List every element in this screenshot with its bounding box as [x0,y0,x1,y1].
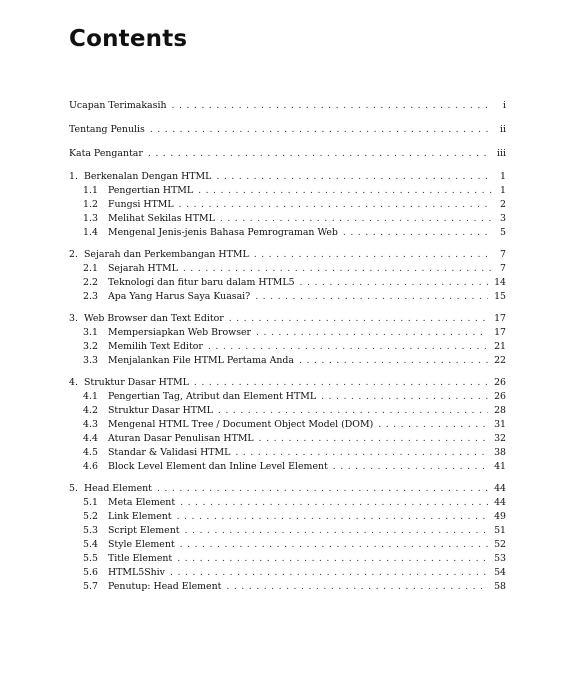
entry-title: Apa Yang Harus Saya Kuasai? [108,291,251,302]
entry-number: 1.3 [83,213,98,224]
entry-page-number: 32 [494,433,506,444]
entry-page-number: 52 [494,539,506,550]
entry-page-number: ii [500,124,506,135]
toc-chapter-entry[interactable] [69,482,506,496]
toc-section-entry[interactable] [69,354,506,368]
toc-section-entry[interactable] [69,524,506,538]
toc-front-entry[interactable] [69,99,506,113]
entry-number: 5.6 [83,567,98,578]
entry-title: HTML5Shiv [108,567,165,578]
chapter-group [69,312,506,368]
dot-leader [180,496,488,510]
dot-leader [218,404,488,418]
entry-page-number: 44 [494,497,506,508]
entry-page-number: 15 [494,291,506,302]
entry-number: 3.1 [83,327,98,338]
entry-page-number: 17 [494,327,506,338]
entry-number: 5.5 [83,553,98,564]
entry-title: Mengenal Jenis-jenis Bahasa Pemrograman Web [108,227,338,238]
entry-number: 2.1 [83,263,98,274]
entry-title: Block Level Element dan Inline Level Element [108,461,328,472]
toc-section-entry[interactable] [69,538,506,552]
entry-number: 1.1 [83,185,98,196]
toc-section-entry[interactable] [69,496,506,510]
dot-leader [179,198,492,212]
dot-leader [177,552,488,566]
entry-page-number: 53 [494,553,506,564]
entry-number: 4.5 [83,447,98,458]
entry-number: 5.2 [83,511,98,522]
toc-section-entry[interactable] [69,212,506,226]
entry-number: 5.3 [83,525,98,536]
entry-page-number: 38 [494,447,506,458]
entry-title: Teknologi dan fitur baru dalam HTML5 [108,277,295,288]
entry-page-number: 26 [494,377,506,388]
toc-section-entry[interactable] [69,226,506,240]
entry-page-number: 58 [494,581,506,592]
toc-section-entry[interactable] [69,552,506,566]
entry-title: Melihat Sekilas HTML [108,213,215,224]
entry-title: Berkenalan Dengan HTML [84,171,212,182]
dot-leader [299,354,488,368]
entry-page-number: 7 [500,249,506,260]
toc-section-entry[interactable] [69,446,506,460]
entry-title: Web Browser dan Text Editor [84,313,224,324]
toc-chapter-entry[interactable] [69,312,506,326]
toc-chapter-entry[interactable] [69,376,506,390]
entry-page-number: 22 [494,355,506,366]
entry-title: Style Element [108,539,175,550]
entry-page-number: 54 [494,567,506,578]
entry-page-number: 49 [494,511,506,522]
entry-number: 2.2 [83,277,98,288]
toc-section-entry[interactable] [69,510,506,524]
entry-page-number: 3 [500,213,506,224]
entry-title: Struktur Dasar HTML [84,377,189,388]
dot-leader [172,99,493,113]
dot-leader [220,212,492,226]
entry-title: Penutup: Head Element [108,581,222,592]
front-matter-list [69,99,506,161]
dot-leader [180,538,488,552]
entry-page-number: 21 [494,341,506,352]
entry-number: 5. [69,483,78,494]
table-of-contents [69,99,506,602]
entry-title: Aturan Dasar Penulisan HTML [108,433,254,444]
dot-leader [150,123,492,137]
dot-leader [198,184,492,198]
page-title: Contents [69,26,188,52]
dot-leader [157,482,488,496]
entry-title: Head Element [84,483,152,494]
toc-front-entry[interactable] [69,147,506,161]
entry-page-number: 2 [500,199,506,210]
entry-page-number: 31 [494,419,506,430]
dot-leader [177,510,489,524]
dot-leader [321,390,488,404]
dot-leader [343,226,492,240]
entry-page-number: 51 [494,525,506,536]
entry-title: Sejarah HTML [108,263,178,274]
dot-leader [255,290,488,304]
entry-title: Meta Element [108,497,176,508]
entry-title: Sejarah dan Perkembangan HTML [84,249,249,260]
dot-leader [216,170,492,184]
entry-page-number: 7 [500,263,506,274]
entry-number: 3.2 [83,341,98,352]
toc-section-entry[interactable] [69,326,506,340]
chapter-list [69,170,506,594]
entry-title: Mempersiapkan Web Browser [108,327,252,338]
entry-number: 1.4 [83,227,98,238]
dot-leader [170,566,488,580]
chapter-group [69,170,506,240]
entry-number: 4.1 [83,391,98,402]
toc-section-entry[interactable] [69,580,506,594]
entry-number: 5.4 [83,539,98,550]
dot-leader [254,248,492,262]
toc-section-entry[interactable] [69,198,506,212]
entry-page-number: 17 [494,313,506,324]
entry-page-number: 41 [494,461,506,472]
entry-page-number: 1 [500,185,506,196]
chapter-group [69,248,506,304]
toc-section-entry[interactable] [69,404,506,418]
entry-page-number: 1 [500,171,506,182]
toc-section-entry[interactable] [69,340,506,354]
entry-title: Fungsi HTML [108,199,174,210]
entry-page-number: 28 [494,405,506,416]
entry-title: Kata Pengantar [69,148,143,159]
toc-section-entry[interactable] [69,418,506,432]
toc-section-entry[interactable] [69,290,506,304]
dot-leader [235,446,488,460]
entry-title: Tentang Penulis [69,124,145,135]
entry-title: Menjalankan File HTML Pertama Anda [108,355,294,366]
entry-page-number: 26 [494,391,506,402]
entry-number: 5.1 [83,497,98,508]
entry-title: Pengertian Tag, Atribut dan Element HTML [108,391,317,402]
entry-number: 2. [69,249,78,260]
dot-leader [256,326,488,340]
entry-title: Pengertian HTML [108,185,194,196]
dot-leader [229,312,488,326]
toc-section-entry[interactable] [69,184,506,198]
entry-page-number: iii [497,148,506,159]
entry-page-number: 14 [494,277,506,288]
dot-leader [208,340,488,354]
entry-number: 4.6 [83,461,98,472]
toc-section-entry[interactable] [69,432,506,446]
chapter-group [69,376,506,474]
dot-leader [378,418,488,432]
entry-title: Ucapan Terimakasih [69,100,167,111]
entry-number: 4. [69,377,78,388]
entry-title: Link Element [108,511,172,522]
entry-number: 1.2 [83,199,98,210]
entry-page-number: 44 [494,483,506,494]
entry-number: 3.3 [83,355,98,366]
entry-page-number: 5 [500,227,506,238]
entry-number: 4.3 [83,419,98,430]
dot-leader [226,580,488,594]
chapter-group [69,482,506,594]
dot-leader [185,524,489,538]
entry-title: Memilih Text Editor [108,341,203,352]
toc-section-entry[interactable] [69,276,506,290]
entry-title: Struktur Dasar HTML [108,405,213,416]
entry-number: 5.7 [83,581,98,592]
toc-section-entry[interactable] [69,390,506,404]
toc-section-entry[interactable] [69,262,506,276]
entry-number: 2.3 [83,291,98,302]
entry-number: 4.2 [83,405,98,416]
entry-title: Script Element [108,525,180,536]
entry-page-number: i [503,100,506,111]
entry-title: Mengenal HTML Tree / Document Object Model (DOM) [108,419,374,430]
entry-number: 4.4 [83,433,98,444]
toc-chapter-entry[interactable] [69,170,506,184]
entry-title: Standar & Validasi HTML [108,447,231,458]
dot-leader [194,376,488,390]
entry-title: Title Element [108,553,173,564]
entry-number: 1. [69,171,78,182]
toc-section-entry[interactable] [69,460,506,474]
dot-leader [300,276,489,290]
dot-leader [333,460,488,474]
toc-chapter-entry[interactable] [69,248,506,262]
entry-number: 3. [69,313,78,324]
dot-leader [259,432,488,446]
toc-front-entry[interactable] [69,123,506,137]
dot-leader [183,262,492,276]
dot-leader [148,147,491,161]
toc-section-entry[interactable] [69,566,506,580]
